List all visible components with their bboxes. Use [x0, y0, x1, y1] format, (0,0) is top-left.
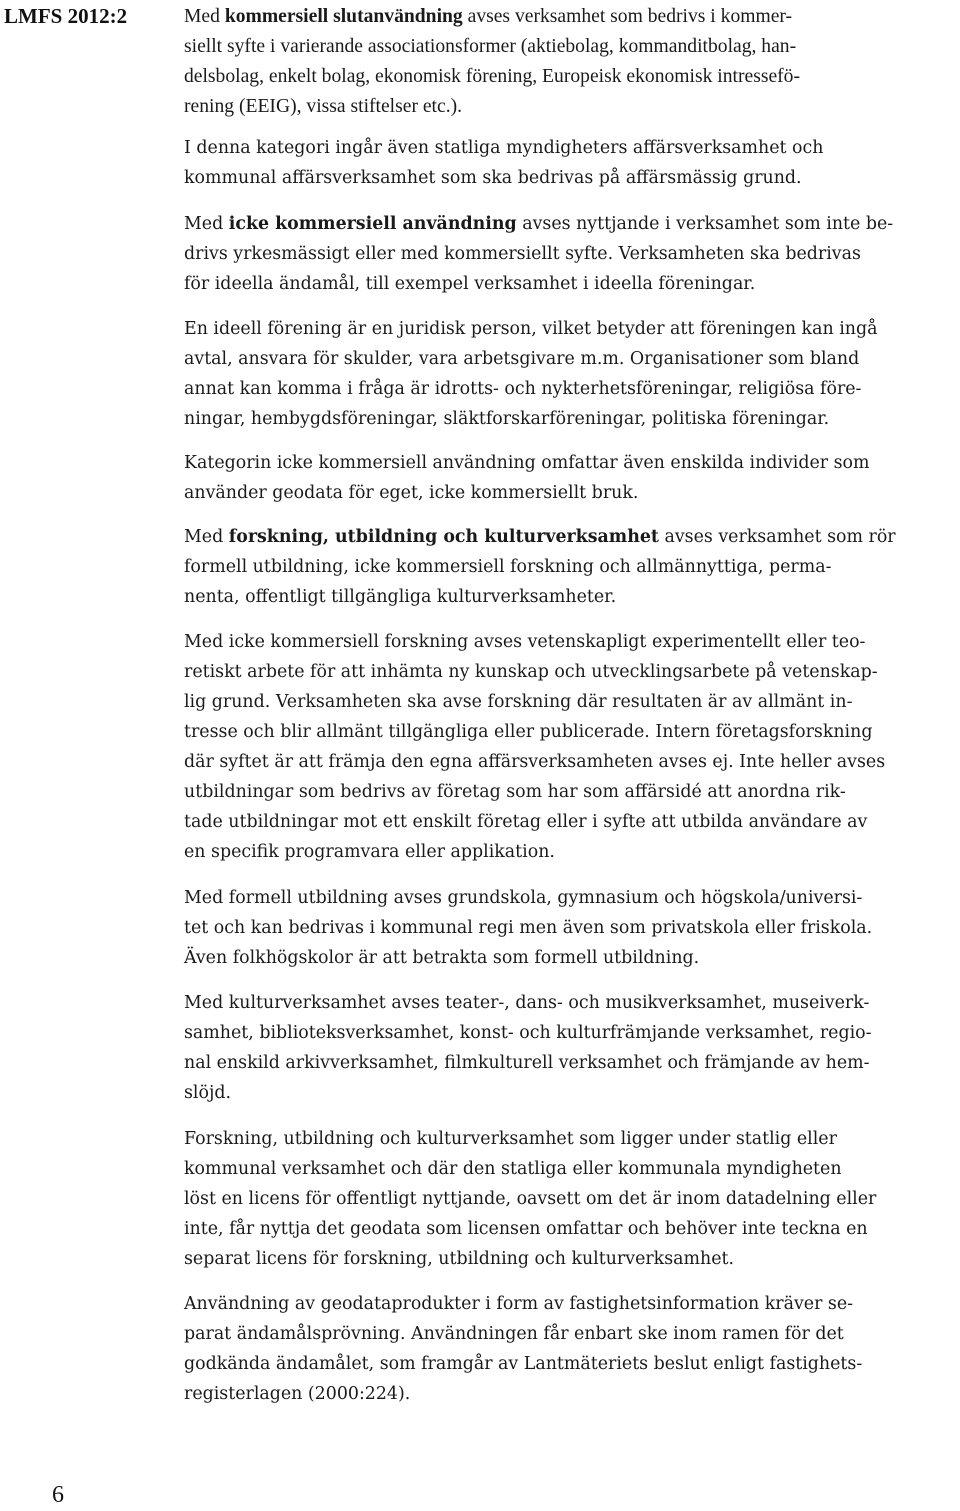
text-line: Med forskning, utbildning och kulturverksamhet avses verksamhet som rör: [184, 527, 896, 547]
paragraph-state-business: [184, 133, 956, 193]
paragraph-cultural-activity: [184, 988, 956, 1108]
text-line: ningar, hembygdsföreningar, släktforskarföreningar, politiska föreningar.: [184, 409, 830, 429]
page-number: 6: [52, 1482, 64, 1508]
paragraph-commercial-use: [184, 2, 956, 122]
text-line: parat ändamålsprövning. Användningen får enbart ske inom ramen för det: [184, 1324, 844, 1344]
text-line: En ideell förening är en juridisk person, vilket betyder att föreningen kan ingå: [184, 319, 878, 339]
paragraph-formal-education: [184, 883, 956, 973]
text-line: separat licens för forskning, utbildning och kulturverksamhet.: [184, 1249, 735, 1269]
text-line: nal enskild arkivverksamhet, filmkulturell verksamhet och främjande av hem-: [184, 1053, 870, 1073]
text-line: Med icke kommersiell användning avses nyttjande i verksamhet som inte be-: [184, 214, 894, 234]
text-line: godkända ändamålet, som framgår av Lantmäteriets beslut enligt fastighets-: [184, 1354, 863, 1374]
text-line: löst en licens för offentligt nyttjande, oavsett om det är inom datadelning eller: [184, 1189, 877, 1209]
text-line: lig grund. Verksamheten ska avse forskning där resultaten är av allmänt in-: [184, 692, 853, 712]
text-line: samhet, biblioteksverksamhet, konst- och kulturfrämjande verksamhet, regio-: [184, 1023, 872, 1043]
paragraph-non-commercial-research: [184, 627, 956, 867]
paragraph-public-sector-license: [184, 1124, 956, 1274]
text-line: kommunal affärsverksamhet som ska bedrivas på affärsmässig grund.: [184, 168, 802, 188]
text-line: tet och kan bedrivas i kommunal regi men även som privatskola eller friskola.: [184, 918, 873, 938]
text-line: inte, får nyttja det geodata som licensen omfattar och behöver inte teckna en: [184, 1219, 868, 1239]
text-line: retiskt arbete för att inhämta ny kunskap och utvecklingsarbete på vetenskap-: [184, 662, 878, 682]
text-line: drivs yrkesmässigt eller med kommersiellt syfte. Verksamheten ska bedrivas: [184, 244, 861, 264]
text-line: för ideella ändamål, till exempel verksamhet i ideella föreningar.: [184, 274, 756, 294]
text-line: utbildningar som bedrivs av företag som har som affärsidé att anordna rik-: [184, 782, 846, 802]
text-line: annat kan komma i fråga är idrotts- och nykterhetsföreningar, religiösa före-: [184, 379, 862, 399]
text-line: tresse och blir allmänt tillgängliga eller publicerade. Intern företagsforskning: [184, 722, 873, 742]
text-line: delsbolag, enkelt bolag, ekonomisk förening, Europeisk ekonomisk intressefö-: [184, 66, 800, 87]
text-line: nenta, offentligt tillgängliga kulturverksamheter.: [184, 587, 617, 607]
text-line: formell utbildning, icke kommersiell forskning och allmännyttiga, perma-: [184, 557, 832, 577]
paragraph-research-education-culture: [184, 522, 956, 612]
text-line: Med kommersiell slutanvändning avses verksamhet som bedrivs i kommer-: [184, 6, 793, 27]
text-line: Även folkhögskolor är att betrakta som formell utbildning.: [184, 948, 700, 968]
text-line: där syftet är att främja den egna affärsverksamheten avses ej. Inte heller avses: [184, 752, 886, 772]
text-line: Med kulturverksamhet avses teater-, dans- och musikverksamhet, museiverk-: [184, 993, 870, 1013]
text-line: en specifik programvara eller applikation.: [184, 842, 555, 862]
text-line: Med icke kommersiell forskning avses vetenskapligt experimentellt eller teo-: [184, 632, 866, 652]
text-line: Med formell utbildning avses grundskola, gymnasium och högskola/universi-: [184, 888, 863, 908]
text-line: tade utbildningar mot ett enskilt företag eller i syfte att utbilda användare av: [184, 812, 868, 832]
text-line: använder geodata för eget, icke kommersiellt bruk.: [184, 483, 639, 503]
text-line: I denna kategori ingår även statliga myndigheters affärsverksamhet och: [184, 138, 824, 158]
text-line: siellt syfte i varierande associationsformer (aktiebolag, kommanditbolag, han-: [184, 36, 797, 57]
text-line: Användning av geodataprodukter i form av fastighetsinformation kräver se-: [184, 1294, 854, 1314]
text-line: avtal, ansvara för skulder, vara arbetsgivare m.m. Organisationer som bland: [184, 349, 860, 369]
text-line: slöjd.: [184, 1083, 232, 1103]
paragraph-property-information: [184, 1289, 956, 1409]
text-line: Kategorin icke kommersiell användning omfattar även enskilda individer som: [184, 453, 870, 473]
paragraph-individuals: [184, 448, 956, 508]
text-line: Forskning, utbildning och kulturverksamhet som ligger under statlig eller: [184, 1129, 837, 1149]
text-line: rening (EEIG), vissa stiftelser etc.).: [184, 96, 463, 117]
document-id-label: LMFS 2012:2: [4, 4, 128, 28]
paragraph-ideal-association: [184, 314, 956, 434]
text-line: registerlagen (2000:224).: [184, 1384, 411, 1404]
text-line: kommunal verksamhet och där den statliga eller kommunala myndigheten: [184, 1159, 842, 1179]
paragraph-non-commercial-use: [184, 209, 956, 299]
